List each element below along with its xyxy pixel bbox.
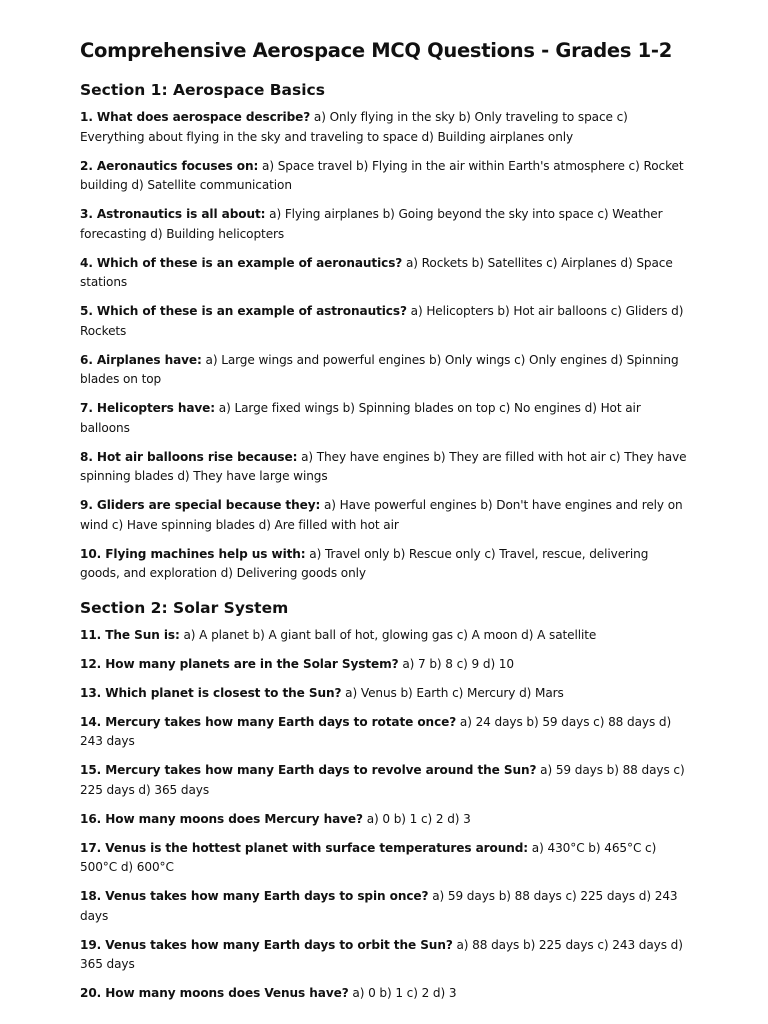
question-item	[80, 254, 688, 293]
question-options: a) 88 days b) 225 days c) 243 days d) 365 days	[80, 937, 683, 971]
section-heading: Section 2: Solar System	[80, 598, 289, 617]
question-text: 3. Astronautics is all about:	[80, 207, 266, 221]
question-text: 6. Airplanes have:	[80, 352, 202, 367]
question-item	[80, 157, 688, 196]
question-text: 13. Which planet is closest to the Sun?	[80, 685, 342, 700]
question-item	[80, 984, 688, 1004]
question-options: a) 24 days b) 59 days c) 88 days d) 243 days	[80, 714, 672, 748]
question-text: 9. Gliders are special because they:	[80, 498, 321, 512]
question-options: a) Large fixed wings b) Spinning blades on top c) No engines d) Hot air balloons	[80, 401, 641, 435]
question-text: 12. How many planets are in the Solar System?	[80, 656, 399, 671]
question-options: a) Flying airplanes b) Going beyond the sky into space c) Weather forecasting d) Building helicopters	[80, 207, 663, 241]
section-aerospace-basics	[80, 79, 688, 584]
question-options: a) Large wings and powerful engines b) Only wings c) Only engines d) Spinning blades on top	[80, 352, 679, 386]
question-text: 5. Which of these is an example of astronautics?	[80, 304, 407, 318]
question-text: 20. How many moons does Venus have?	[80, 986, 349, 1000]
question-text: 4. Which of these is an example of aeronautics?	[80, 255, 403, 270]
question-options: a) 430°C b) 465°C c) 500°C d) 600°C	[80, 840, 657, 874]
question-item	[80, 545, 688, 584]
section-solar-system	[80, 597, 688, 1004]
question-item	[80, 302, 688, 341]
question-item	[80, 810, 688, 830]
question-options: a) They have engines b) They are filled with hot air c) They have spinning blades d) They have large wings	[80, 449, 687, 483]
question-text: 2. Aeronautics focuses on:	[80, 158, 259, 173]
question-options: a) 59 days b) 88 days c) 225 days d) 243 days	[80, 889, 678, 923]
question-text: 19. Venus takes how many Earth days to orbit the Sun?	[80, 937, 453, 952]
question-item	[80, 655, 688, 675]
question-text: 14. Mercury takes how many Earth days to rotate once?	[80, 714, 457, 729]
question-options: a) 7 b) 8 c) 9 d) 10	[402, 656, 514, 671]
question-item	[80, 887, 688, 926]
question-options: a) 59 days b) 88 days c) 225 days d) 365 days	[80, 763, 685, 797]
question-text: 18. Venus takes how many Earth days to spin once?	[80, 889, 429, 903]
question-text: 11. The Sun is:	[80, 627, 180, 642]
question-options: a) Space travel b) Flying in the air within Earth's atmosphere c) Rocket building d) Satellite communication	[80, 158, 684, 192]
question-options: a) 0 b) 1 c) 2 d) 3	[352, 986, 457, 1000]
question-item	[80, 496, 688, 535]
question-options: a) Venus b) Earth c) Mercury d) Mars	[345, 685, 564, 700]
question-item	[80, 713, 688, 752]
question-options: a) Only flying in the sky b) Only traveling to space c) Everything about flying in the sky and traveling to space d) Building airplanes only	[80, 110, 628, 144]
question-item	[80, 936, 688, 975]
document-title: Comprehensive Aerospace MCQ Questions - Grades 1-2	[80, 39, 672, 62]
question-item	[80, 205, 688, 244]
question-item	[80, 761, 688, 800]
question-text: 16. How many moons does Mercury have?	[80, 811, 363, 826]
question-text: 15. Mercury takes how many Earth days to revolve around the Sun?	[80, 763, 537, 777]
question-options: a) Helicopters b) Hot air balloons c) Gliders d) Rockets	[80, 304, 684, 338]
question-options: a) Rockets b) Satellites c) Airplanes d) Space stations	[80, 255, 673, 289]
question-item	[80, 626, 688, 646]
question-item	[80, 108, 688, 147]
question-item	[80, 684, 688, 704]
question-options: a) Travel only b) Rescue only c) Travel, rescue, delivering goods, and exploration d) Delivering goods only	[80, 546, 649, 580]
question-text: 1. What does aerospace describe?	[80, 110, 311, 124]
section-heading: Section 1: Aerospace Basics	[80, 81, 325, 99]
question-text: 8. Hot air balloons rise because:	[80, 449, 298, 464]
question-options: a) Have powerful engines b) Don't have engines and rely on wind c) Have spinning blades d) Are filled with hot air	[80, 498, 683, 532]
question-item	[80, 399, 688, 438]
question-text: 7. Helicopters have:	[80, 401, 216, 415]
question-item	[80, 448, 688, 487]
question-item	[80, 839, 688, 878]
question-text: 17. Venus is the hottest planet with surface temperatures around:	[80, 840, 529, 855]
question-options: a) A planet b) A giant ball of hot, glowing gas c) A moon d) A satellite	[183, 627, 597, 642]
question-item	[80, 351, 688, 390]
question-text: 10. Flying machines help us with:	[80, 546, 306, 561]
question-options: a) 0 b) 1 c) 2 d) 3	[366, 811, 471, 826]
